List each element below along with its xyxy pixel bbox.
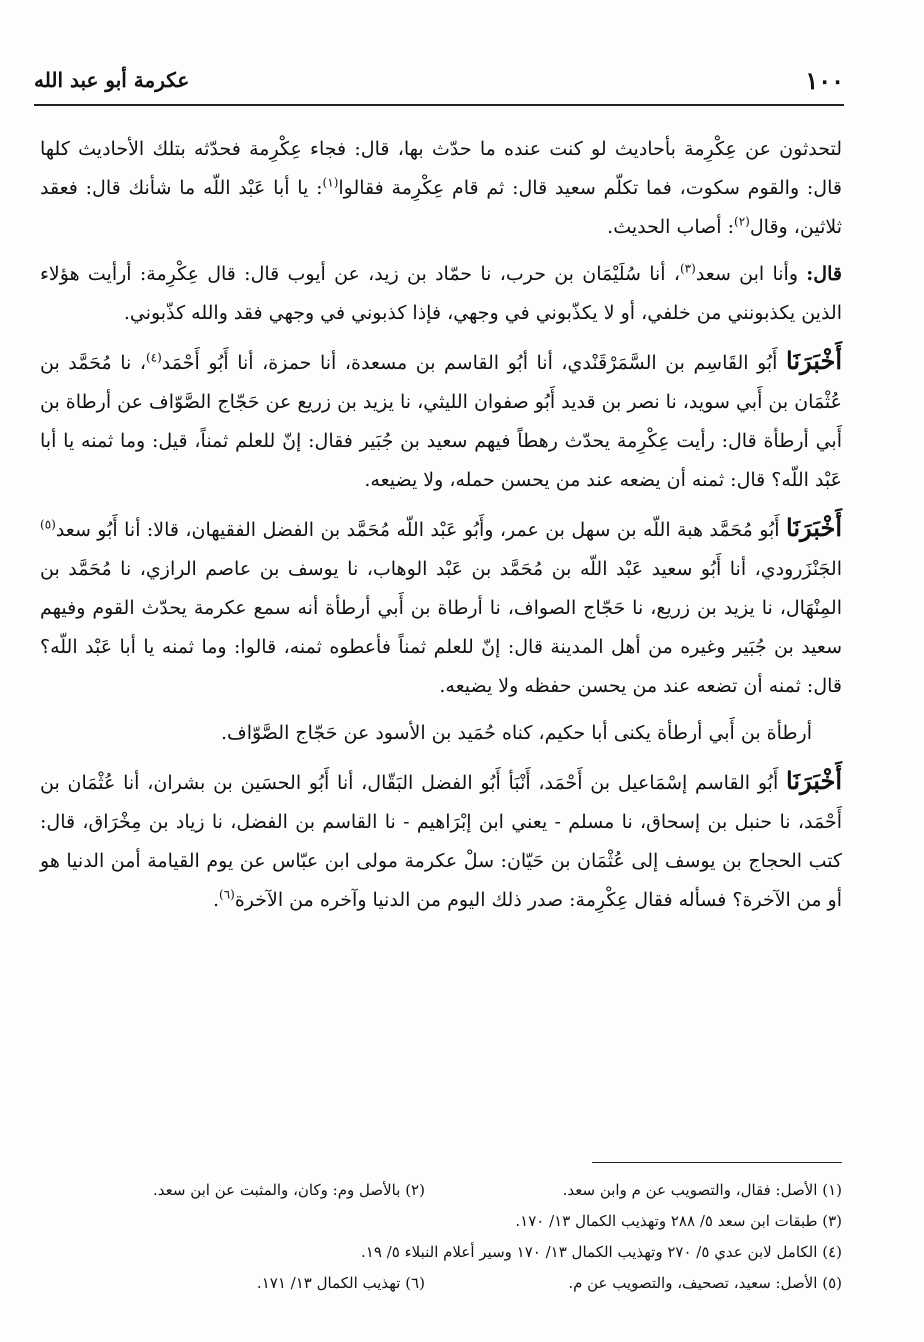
text-run: الجَنْزَرودي، أنا أَبُو سعيد عَبْد اللّه بن مُحَمَّد بن عَبْد الوهاب، نا يوسف بن عاصم الرازي، نا مُحَمَّد بن المِنْهَال، نا يزيد بن زريع، نا حَجّاج الصواف، نا أرطاة بن أَبي أرطأة أنه سمع عكرمة يحدّث القوم وفيهم سعيد بن جُبَير وغيره من أهل المدينة قال: إنّ للعلم ثمناً فأعطوه ثمنه، قالوا: وما ثمنه يا أبا عَبْد اللّه؟ قال: ثمنه أن تضعه عند من يحسن حفظه ولا يضيعه. bbox=[40, 558, 842, 697]
text-run: أَبُو مُحَمَّد هبة اللّه بن سهل بن عمر، وأَبُو عَبْد اللّه مُحَمَّد بن الفضل الفقيهان، قالا: أنا أَبُو سعد bbox=[55, 519, 787, 541]
text-run: : أصاب الحديث. bbox=[607, 216, 735, 238]
paragraph-5 bbox=[40, 714, 842, 753]
footnote-row bbox=[40, 1237, 842, 1268]
page-number: ١٠٠ bbox=[805, 65, 844, 95]
footnote-text: طبقات ابن سعد ٥/ ٢٨٨ وتهذيب الكمال ١٣/ ١٧٠. bbox=[515, 1212, 818, 1230]
footnote-ref[interactable]: (٥) bbox=[40, 517, 56, 532]
paragraph-1 bbox=[40, 130, 842, 247]
footnote-6 bbox=[257, 1268, 425, 1299]
footnote-row bbox=[40, 1268, 842, 1299]
text-run: أَبُو القَاسِم بن السَّمَرْقَنْدي، أنا أبُو القاسم بن مسعدة، أنا حمزة، أنا أَبُو أَحْمَد bbox=[161, 352, 786, 374]
footnote-ref[interactable]: (٤) bbox=[145, 350, 162, 365]
footnotes bbox=[40, 1175, 842, 1299]
text-run: . bbox=[212, 889, 220, 911]
page-header bbox=[34, 62, 844, 98]
main-text bbox=[40, 130, 842, 928]
footnote-separator bbox=[592, 1162, 842, 1163]
running-title: عكرمة أبو عبد الله bbox=[34, 68, 190, 92]
text-run: وأنا ابن سعد bbox=[695, 263, 807, 285]
paragraph-3 bbox=[40, 341, 842, 500]
paragraph-lead: أَخْبَرَنَا bbox=[786, 766, 842, 795]
paragraph-6 bbox=[40, 761, 842, 920]
footnote-row bbox=[40, 1206, 842, 1237]
footnote-number: (٢) bbox=[405, 1181, 425, 1199]
footnote-text: بالأصل وم: وكان، والمثبت عن ابن سعد. bbox=[152, 1181, 401, 1199]
text-run: ، أنا سُلَيْمَان بن حرب، نا حمّاد بن زيد، عن أيوب قال: قال عِكْرِمة: أرأيت هؤلاء الذين يكذبونني من خلفي، أو لا يكذّبوني في وجهي، فإذا كذبوني في وجهي فقد والله كذّبوني. bbox=[40, 263, 842, 324]
footnote-number: (٦) bbox=[405, 1274, 425, 1292]
header-rule bbox=[34, 104, 844, 106]
footnote-ref[interactable]: (٦) bbox=[219, 887, 235, 902]
footnote-ref[interactable]: (١) bbox=[322, 175, 339, 190]
footnote-number: (٤) bbox=[822, 1243, 842, 1261]
footnote-text: الأصل: سعيد، تصحيف، والتصويب عن م. bbox=[568, 1274, 818, 1292]
footnote-text: الكامل لابن عدي ٥/ ٢٧٠ وتهذيب الكمال ١٣/ ١٧٠ وسير أعلام النبلاء ٥/ ١٩. bbox=[361, 1243, 818, 1261]
paragraph-lead: قال: bbox=[806, 263, 842, 285]
footnote-5 bbox=[425, 1268, 842, 1299]
footnote-number: (٣) bbox=[822, 1212, 842, 1230]
text-run: أرطأة بن أَبي أرطأة يكنى أبا حكيم، كناه حُمَيد بن الأسود عن حَجّاج الصَّوّاف. bbox=[220, 722, 812, 744]
footnote-ref[interactable]: (٣) bbox=[679, 261, 696, 276]
footnote-1 bbox=[425, 1175, 842, 1206]
footnote-ref[interactable]: (٢) bbox=[734, 214, 750, 229]
paragraph-4 bbox=[40, 508, 842, 706]
footnote-row bbox=[40, 1175, 842, 1206]
paragraph-lead: أَخْبَرَنَا bbox=[786, 513, 842, 542]
footnote-2 bbox=[153, 1175, 425, 1206]
text-run: لتحدثون عن عِكْرِمة بأحاديث لو كنت عنده ما حدّث بها، قال: فجاء عِكْرِمة فحدّثه بتلك الأحاديث كلها قال: والقوم سكوت، فما تكلّم سعيد قال: ثم قام عِكْرِمة فقالوا bbox=[40, 138, 842, 199]
text-run: : يا أبا عَبْد اللّه ما شأنك قال: فعقد ثلاثين، وقال bbox=[40, 177, 842, 238]
footnote-3 bbox=[515, 1206, 842, 1237]
footnote-text: الأصل: فقال، والتصويب عن م وابن سعد. bbox=[562, 1181, 818, 1199]
footnote-number: (٥) bbox=[822, 1274, 842, 1292]
paragraph-lead: أَخْبَرَنَا bbox=[786, 346, 842, 375]
text-run: أَبُو القاسم إسْمَاعيل بن أَحْمَد، أَنْبَأ أَبُو الفضل البَقّال، أنا أَبُو الحسَين بن بشران، أنا عُثْمَان بن أَحْمَد، نا حنبل بن إسحاق، نا مسلم - يعني ابن إبْرَاهيم - نا القاسم بن الفضل، نا زياد بن مِخْرَاق، قال: كتب الحجاج بن يوسف إلى عُثْمَان بن حَيّان: سلْ عكرمة مولى ابن عبّاس عن يوم القيامة أمن الدنيا هو أو من الآخرة؟ فسأله فقال عِكْرِمة: صدر ذلك اليوم من الدنيا وآخره من الآخرة bbox=[40, 772, 842, 911]
paragraph-2 bbox=[40, 255, 842, 333]
footnote-4 bbox=[361, 1237, 842, 1268]
text-run: ، نا مُحَمَّد بن عُثْمَان بن أَبي سويد، نا نصر بن قديد أَبُو صفوان الليثي، نا يزيد بن زريع عن حَجّاج الصَّوّاف عن أرطاة بن أَبي أرطأة قال: رأيت عِكْرِمة يحدّث رهطاً فيهم سعيد بن جُبَير فقال: إنّ للعلم ثمناً، قيل: وما ثمنه يا أبا عَبْد اللّه؟ قال: ثمنه أن يضعه عند من يحسن حمله، ولا يضيعه. bbox=[40, 352, 842, 491]
footnote-number: (١) bbox=[822, 1181, 842, 1199]
footnote-text: تهذيب الكمال ١٣/ ١٧١. bbox=[256, 1274, 401, 1292]
